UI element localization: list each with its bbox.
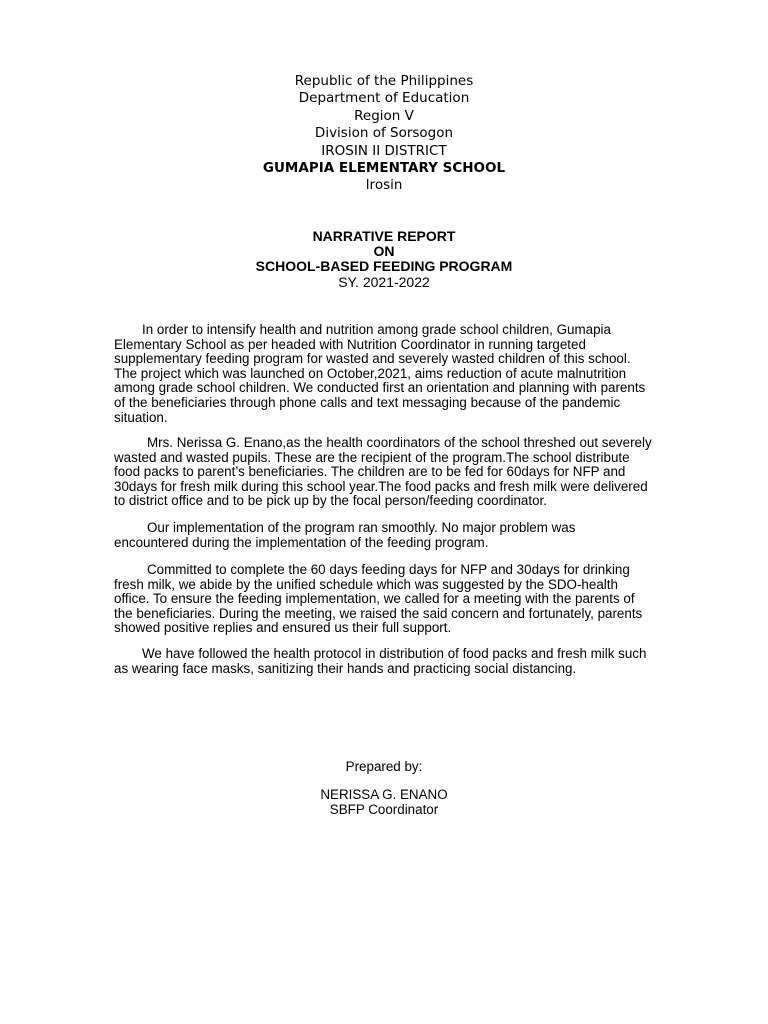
signatory bbox=[0, 788, 768, 817]
signatory-name: NERISSA G. ENANO bbox=[320, 787, 448, 802]
paragraph-line: encountered during the implementation of the feeding program. bbox=[114, 534, 489, 550]
paragraph-line: fresh milk, we abide by the unified schedule which was suggested by the SDO-health bbox=[114, 576, 618, 592]
letterhead-school: GUMAPIA ELEMENTARY SCHOOL bbox=[262, 160, 506, 177]
paragraph-4 bbox=[114, 563, 659, 636]
paragraph-line bbox=[114, 323, 659, 338]
letterhead-country: Republic of the Philippines bbox=[294, 73, 474, 89]
paragraph-line: to district office and to be pick up by the focal person/feeding coordinator. bbox=[114, 493, 547, 509]
paragraph-line: Elementary School as per headed with Nutrition Coordinator in running targeted bbox=[114, 336, 586, 352]
paragraph-line bbox=[114, 436, 659, 451]
paragraph-text: Our implementation of the program ran smoothly. No major problem was bbox=[147, 520, 576, 535]
paragraph-2 bbox=[114, 436, 659, 509]
paragraph-text: In order to intensify health and nutrition among grade school children, Gumapia bbox=[142, 322, 611, 337]
paragraph-1 bbox=[114, 323, 659, 425]
paragraph-text: We have followed the health protocol in distribution of food packs and fresh milk such bbox=[142, 646, 647, 661]
paragraph-line: office. To ensure the feeding implementation, we called for a meeting with the parents of bbox=[114, 591, 635, 607]
letterhead-division: Division of Sorsogon bbox=[314, 125, 454, 142]
paragraph-line: the beneficiaries. During the meeting, we raised the said concern and fortunately, parents bbox=[114, 605, 643, 621]
paragraph-line: showed positive replies and ensured us their full support. bbox=[114, 620, 452, 636]
paragraph-5 bbox=[114, 647, 659, 676]
letterhead-district: IROSIN II DISTRICT bbox=[321, 142, 447, 159]
report-title bbox=[0, 229, 768, 290]
paragraph-line: The project which was launched on October,2021, aims reduction of acute malnutrition bbox=[114, 365, 627, 381]
letterhead bbox=[0, 73, 768, 195]
paragraph-line: supplementary feeding program for wasted and severely wasted children of this school. bbox=[114, 351, 631, 367]
paragraph-3 bbox=[114, 521, 659, 550]
letterhead-region: Region V bbox=[354, 107, 414, 124]
signatory-role: SBFP Coordinator bbox=[329, 801, 439, 817]
paragraph-line: as wearing face masks, sanitizing their hands and practicing social distancing. bbox=[114, 660, 577, 676]
paragraph-line bbox=[114, 521, 659, 536]
school-year: SY. 2021-2022 bbox=[338, 273, 430, 290]
paragraph-line: among grade school children. We conducted first an orientation and planning with parents bbox=[114, 380, 646, 396]
paragraph-line bbox=[114, 647, 659, 662]
paragraph-line: 30days for fresh milk during this school year.The food packs and fresh milk were delivered bbox=[114, 478, 648, 494]
letterhead-department: Department of Education bbox=[298, 90, 470, 107]
paragraph-line: food packs to parent’s beneficiaries. The children are to be fed for 60days for NFP and bbox=[114, 464, 626, 480]
paragraph-line: situation. bbox=[114, 409, 168, 425]
letterhead-town: Irosin bbox=[365, 177, 403, 194]
title-line-1: NARRATIVE REPORT bbox=[312, 228, 456, 244]
paragraph-text: Committed to complete the 60 days feeding days for NFP and 30days for drinking bbox=[147, 562, 630, 577]
paragraph-line: wasted and wasted pupils. These are the recipient of the program.The school distribute bbox=[114, 449, 630, 465]
paragraph-text: Mrs. Nerissa G. Enano,as the health coordinators of the school threshed out severely bbox=[147, 435, 652, 450]
title-line-2: ON bbox=[373, 243, 395, 260]
paragraph-line bbox=[114, 563, 659, 578]
title-line-3: SCHOOL-BASED FEEDING PROGRAM bbox=[255, 258, 513, 275]
paragraph-line: of the beneficiaries through phone calls and text messaging because of the pandemic bbox=[114, 394, 621, 410]
prepared-by-label: Prepared by: bbox=[345, 759, 423, 774]
